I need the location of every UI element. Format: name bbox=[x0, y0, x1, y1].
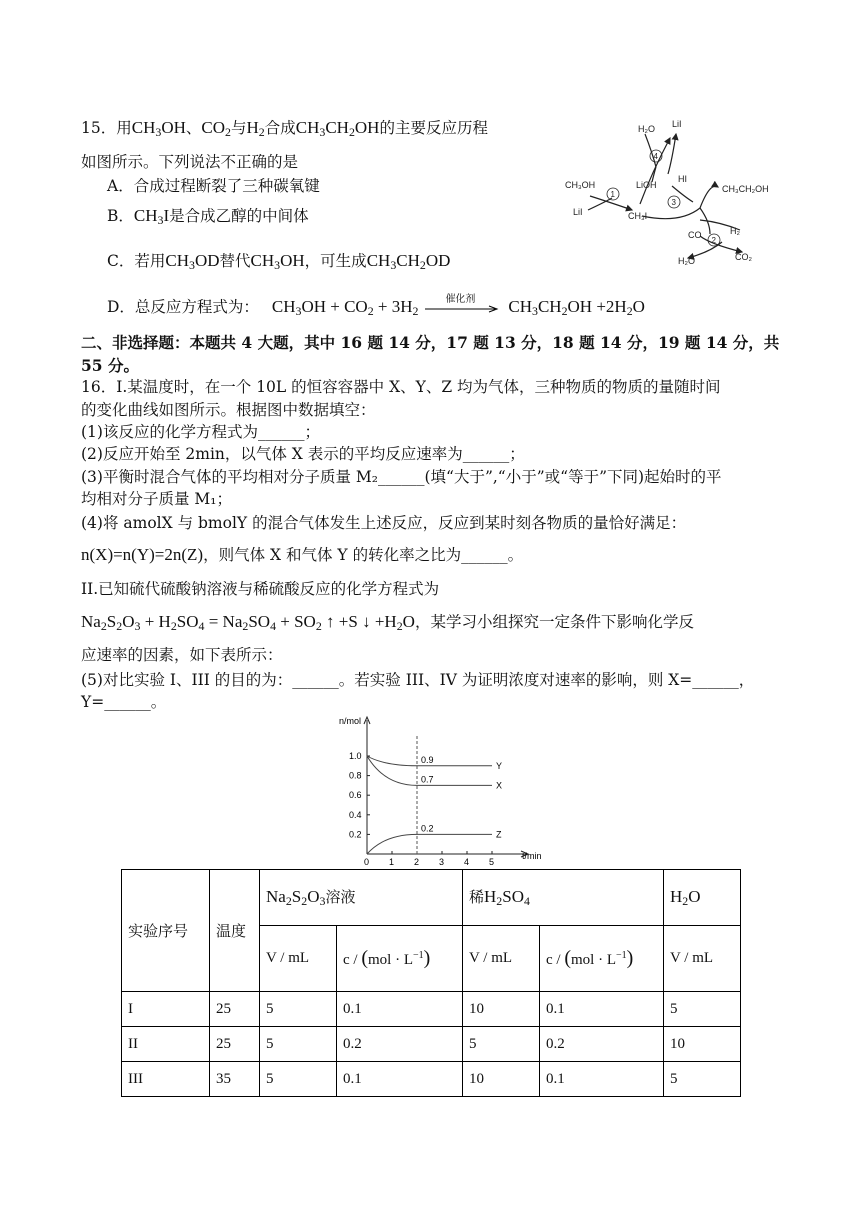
col-header-temperature: 温度 bbox=[210, 870, 260, 992]
mech-h2o-bottom: H₂O bbox=[678, 256, 695, 266]
q15-option-b: B．$CH_3I$是合成乙醇的中间体 bbox=[107, 206, 309, 227]
q15-option-d: D．总反应方程式为： $CH_3OH + CO_2 + 3H_2$ 催化剂 $CH_3CH_2OH +2H_2O$ bbox=[107, 297, 645, 321]
cell-v2: 10 bbox=[463, 1062, 540, 1097]
sub-header-c2: $c / (mol \cdot L^{-1})$ bbox=[540, 926, 664, 992]
cell-c2: 0.2 bbox=[540, 1027, 664, 1062]
sub-header-v1: V / mL bbox=[260, 926, 337, 992]
x-tick-label: 5 bbox=[489, 857, 495, 867]
cell-v3: 5 bbox=[664, 992, 741, 1027]
x-tick-label: 1 bbox=[389, 857, 395, 867]
cell-v1: 5 bbox=[260, 1062, 337, 1097]
q16-part5-line2: Y=______。 bbox=[81, 693, 167, 711]
cell-v2: 5 bbox=[463, 1027, 540, 1062]
y-tick-label: 1.0 bbox=[349, 751, 362, 761]
mech-product-ethanol: CH₃CH₂OH bbox=[722, 184, 769, 194]
mech-lii-top: LiI bbox=[672, 119, 682, 129]
cell-v1: 5 bbox=[260, 992, 337, 1027]
q16-line1: 16．I.某温度时，在一个 10L 的恒容容器中 X、Y、Z 均为气体，三种物质的物质的量随时间 bbox=[81, 378, 721, 396]
q15-option-c: C．若用$CH_3OD$替代$CH_3OH$，可生成$CH_3CH_2OD$ bbox=[107, 251, 451, 272]
catalyst-arrow bbox=[425, 294, 501, 318]
x-tick-label: 4 bbox=[464, 857, 470, 867]
q16-part4-line1: (4)将 amolX 与 bmolY 的混合气体发生上述反应，反应到某时刻各物质的量恰好满足： bbox=[81, 514, 687, 532]
sub-header-c1: $c / (mol \cdot L^{-1})$ bbox=[337, 926, 463, 992]
catalyst-label: 催化剂 bbox=[445, 294, 476, 305]
cell-id: II bbox=[122, 1027, 210, 1062]
data-label-X: 0.7 bbox=[421, 774, 434, 785]
table-row bbox=[122, 992, 741, 1027]
q15-stem-line1: 15．用$CH_3OH$、$CO_2$与$H_2$合成$CH_3CH_2OH$的主要反应历程 bbox=[81, 118, 488, 139]
table-row bbox=[122, 1027, 741, 1062]
mech-step-2: 2 bbox=[711, 236, 716, 245]
col-header-dilute-acid: 稀$H_2SO_4$ bbox=[463, 870, 664, 926]
data-label-Y: 0.9 bbox=[421, 754, 434, 765]
q16-part2: (2)反应开始至 2min，以气体 X 表示的平均反应速率为______； bbox=[81, 445, 525, 463]
mech-ch3i: CH₃I bbox=[628, 211, 648, 221]
y-axis-label: n/mol bbox=[339, 716, 362, 726]
amount-vs-time-chart bbox=[325, 712, 545, 867]
q16-part3-line1: (3)平衡时混合气体的平均相对分子质量 M₂______(填“大于”,“小于”或“等于”下同)起始时的平 bbox=[81, 468, 722, 486]
experiment-table bbox=[121, 869, 741, 1097]
y-tick-label: 0.2 bbox=[349, 829, 362, 840]
cell-v1: 5 bbox=[260, 1027, 337, 1062]
cell-temp: 25 bbox=[210, 1027, 260, 1062]
q16-equation-next-line: 应速率的因素，如下表所示： bbox=[81, 646, 283, 664]
cell-v2: 10 bbox=[463, 992, 540, 1027]
q15-option-a: A．合成过程断裂了三种碳氧键 bbox=[107, 177, 320, 195]
cell-c2: 0.1 bbox=[540, 1062, 664, 1097]
cell-temp: 35 bbox=[210, 1062, 260, 1097]
mech-co: CO bbox=[688, 230, 702, 240]
mech-h2: H₂ bbox=[730, 226, 740, 236]
y-tick-label: 0.6 bbox=[349, 790, 362, 801]
q16-part5-line1: (5)对比实验 I、III 的目的为：______。若实验 III、IV 为证明浓度对速率的影响，则 X=______， bbox=[81, 671, 755, 689]
sub-header-v2: V / mL bbox=[463, 926, 540, 992]
mech-co2: CO₂ bbox=[735, 252, 752, 262]
q16-line2: 的变化曲线如图所示。根据图中数据填空： bbox=[81, 401, 376, 419]
section-2-heading-line2: 55 分。 bbox=[81, 356, 139, 375]
series-label-Z: Z bbox=[496, 829, 502, 840]
mech-h2o-top: H₂O bbox=[638, 124, 655, 134]
q16-thiosulfate-equation: $Na_2S_2O_3 + H_2SO_4 = Na_2SO_4 + SO_2$ ↑ +S ↓ $+H_2O$，某学习小组探究一定条件下影响化学反 bbox=[81, 612, 694, 633]
x-tick-label: 0 bbox=[364, 857, 370, 867]
cell-temp: 25 bbox=[210, 992, 260, 1027]
q16-part1: (1)该反应的化学方程式为______； bbox=[81, 423, 320, 441]
x-tick-label: 3 bbox=[439, 857, 445, 867]
q15-stem-line2: 如图所示。下列说法不正确的是 bbox=[81, 153, 299, 171]
x-axis-label: t/min bbox=[522, 851, 542, 861]
data-label-Z: 0.2 bbox=[421, 823, 434, 834]
col-header-water: $H_2O$ bbox=[664, 870, 741, 926]
col-header-experiment-no: 实验序号 bbox=[122, 870, 210, 992]
mech-ch3oh: CH₃OH bbox=[565, 180, 596, 190]
sub-header-v3: V / mL bbox=[664, 926, 741, 992]
cell-id: III bbox=[122, 1062, 210, 1097]
mech-lii-left: LiI bbox=[573, 207, 583, 217]
mech-step-4: 4 bbox=[653, 152, 658, 161]
y-tick-label: 0.8 bbox=[349, 770, 362, 781]
cell-c1: 0.1 bbox=[337, 1062, 463, 1097]
q16-part4-line2: n(X)=n(Y)=2n(Z)，则气体 X 和气体 Y 的转化率之比为______。 bbox=[81, 545, 524, 564]
reaction-mechanism-diagram bbox=[560, 112, 790, 272]
mech-lioh: LiOH bbox=[636, 180, 657, 190]
cell-v3: 5 bbox=[664, 1062, 741, 1097]
cell-v3: 10 bbox=[664, 1027, 741, 1062]
col-header-thiosulfate: $Na_2S_2O_3$溶液 bbox=[260, 870, 463, 926]
y-tick-label: 0.4 bbox=[349, 809, 362, 820]
mech-hi: HI bbox=[678, 174, 687, 184]
table-row bbox=[122, 1062, 741, 1097]
mech-step-1: 1 bbox=[610, 190, 615, 199]
series-label-X: X bbox=[496, 780, 503, 791]
mech-step-3: 3 bbox=[671, 198, 676, 207]
q16-part2-intro: II.已知硫代硫酸钠溶液与稀硫酸反应的化学方程式为 bbox=[81, 580, 440, 598]
series-line-Z bbox=[367, 834, 492, 854]
cell-c1: 0.1 bbox=[337, 992, 463, 1027]
series-label-Y: Y bbox=[496, 760, 503, 771]
cell-id: I bbox=[122, 992, 210, 1027]
q16-part3-line2: 均相对分子质量 M₁； bbox=[81, 490, 233, 508]
section-2-heading-line1: 二、非选择题：本题共 4 大题，其中 16 题 14 分，17 题 13 分，18 题 14 分，19 题 14 分，共 bbox=[81, 333, 780, 352]
cell-c2: 0.1 bbox=[540, 992, 664, 1027]
cell-c1: 0.2 bbox=[337, 1027, 463, 1062]
x-tick-label: 2 bbox=[414, 857, 420, 867]
